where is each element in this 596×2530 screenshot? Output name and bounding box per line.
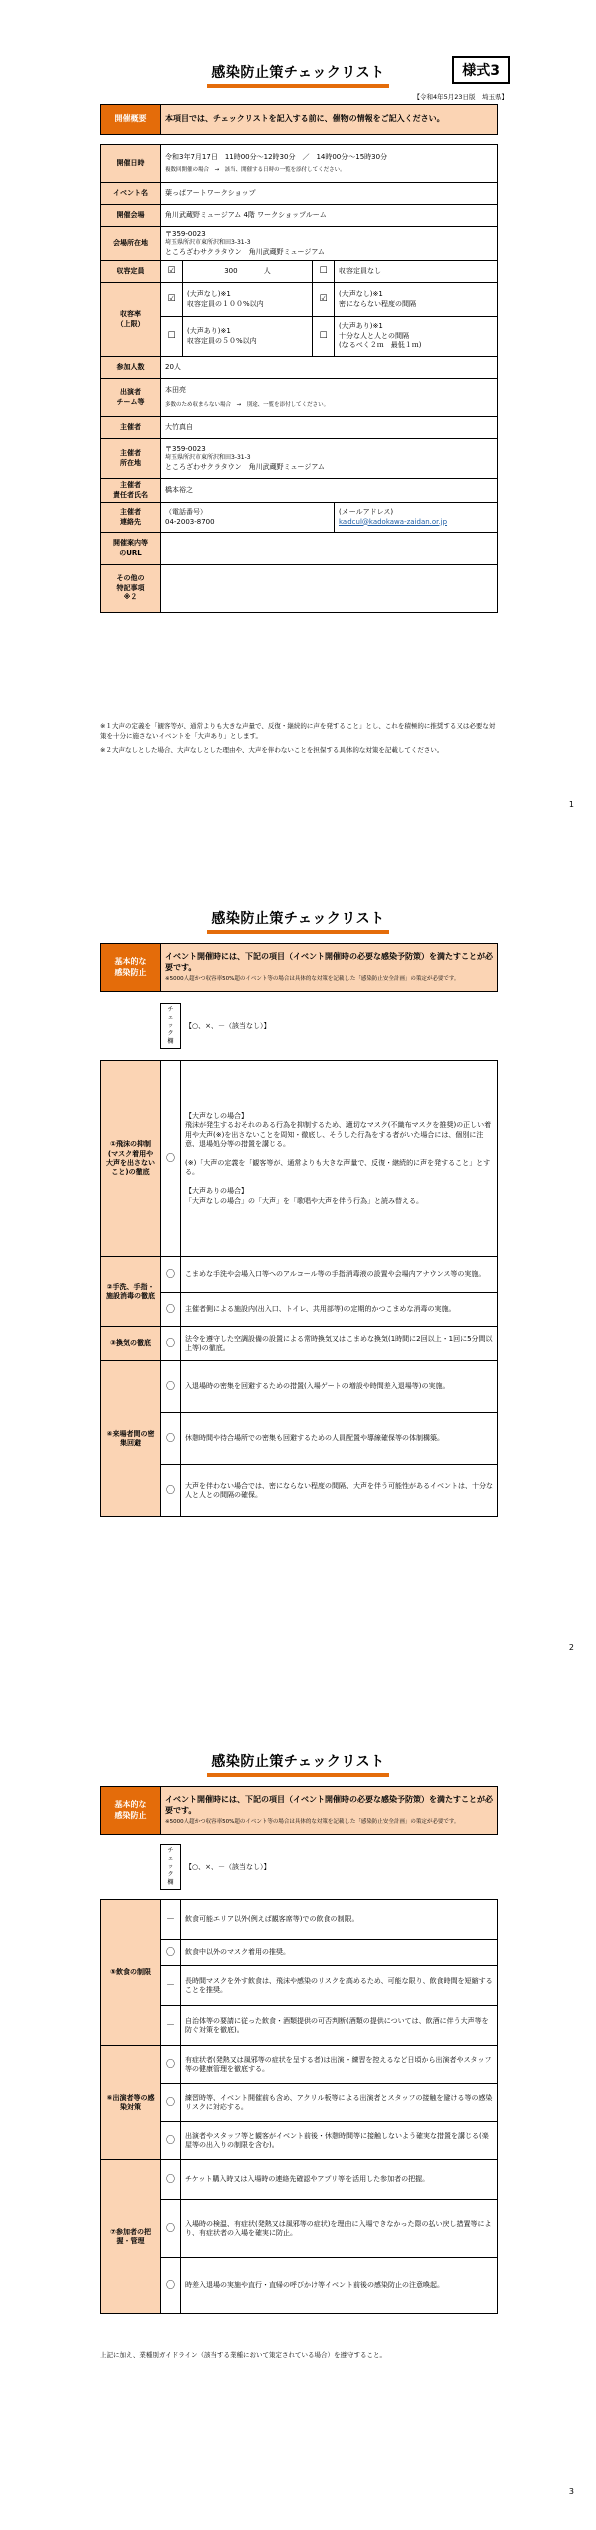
form-number-badge: 様式3 xyxy=(452,56,510,84)
checklist-table-b xyxy=(100,1786,498,2314)
page-title: 感染防止策チェックリスト xyxy=(207,908,388,934)
cat3-label: ③換気の徹底 xyxy=(101,1327,161,1361)
cat5-text-4: 自治体等の要請に従った飲食・酒類提供の可否判断(酒類の提供については、飲酒に伴う大声等を防ぐ対策を徹底)。 xyxy=(181,2006,498,2046)
organizer-label: 主催者 xyxy=(101,417,161,439)
date-note: 複数回開催の場合 → 該当、開催する日時の一覧を添付してください。 xyxy=(165,167,346,173)
page-title: 感染防止策チェックリスト xyxy=(207,62,388,88)
capacity-none-checkbox[interactable]: ☐ xyxy=(313,261,335,283)
cat2-check-2[interactable]: 〇 xyxy=(161,1293,181,1327)
cat6-text-2: 練習時等、イベント開催前も含め、アクリル板等による出演者とスタッフの接触を避ける等の感染リスクに対応する。 xyxy=(181,2084,498,2122)
basic-prevention-text: イベント開催時には、下記の項目（イベント開催時の必要な感染予防策）を満たすことが必要です。 xyxy=(165,951,493,972)
cat7-text-3: 時差入退場の実施や直行・直帰の呼びかけ等イベント前後の感染防止の注意喚起。 xyxy=(181,2258,498,2314)
cat5-check-4[interactable]: － xyxy=(161,2006,181,2046)
check-legend: 【○、×、－（該当なし）】 xyxy=(185,1021,271,1030)
page-2 xyxy=(0,843,596,1686)
check-column-label: チェック欄 xyxy=(161,1004,181,1049)
cat5-check-3[interactable]: － xyxy=(161,1966,181,2006)
rate-b-text: (大声なし)※1 密にならない程度の間隔 xyxy=(335,283,498,317)
performer-note: 多数のため収まらない場合 → 別途、一覧を添付してください。 xyxy=(165,401,330,408)
cat7-text-2: 入場時の検温、有症状(発熱又は風邪等の症状)を理由に入場できなかった際の払い戻し措置等により、有症状者の入場を確実に防止。 xyxy=(181,2200,498,2258)
cat2-label: ②手洗、手指・施設消毒の徹底 xyxy=(101,1257,161,1327)
cat2-check-1[interactable]: 〇 xyxy=(161,1257,181,1293)
page-number: 3 xyxy=(568,2487,574,2496)
special-value xyxy=(161,565,498,613)
basic-prevention-label: 基本的な 感染防止 xyxy=(101,944,161,992)
page-title: 感染防止策チェックリスト xyxy=(207,1751,388,1777)
rate-d-checkbox[interactable]: ☐ xyxy=(313,317,335,357)
version-date: 【令和4年5月23日版 埼玉県】 xyxy=(413,93,508,101)
page-1 xyxy=(0,0,596,843)
rate-a-checkbox[interactable]: ☑ xyxy=(161,283,183,317)
date-label: 開催日時 xyxy=(101,145,161,183)
rate-c-text: (大声あり)※1 収容定員の５０%以内 xyxy=(183,317,313,357)
event-value: 葉っぱアートワークショップ xyxy=(161,183,498,205)
performer-label: 出演者 チーム等 xyxy=(101,379,161,417)
cat5-check-1[interactable]: － xyxy=(161,1900,181,1940)
cat6-text-3: 出演者やスタッフ等と観客がイベント前後・休憩時間等に接触しないよう確実な措置を講じる(楽屋等の出入りの制限を含む)。 xyxy=(181,2122,498,2160)
org-address-line1: 埼玉県所沢市東所沢和田3-31-3 xyxy=(165,454,251,462)
cat7-check-1[interactable]: 〇 xyxy=(161,2160,181,2200)
cat6-check-1[interactable]: 〇 xyxy=(161,2046,181,2084)
capacity-value: 300 xyxy=(224,266,238,275)
basic-prevention-note: ※5000人超かつ収容率50%超のイベント等の場合は具体的な対策を記載した「感染防止安全計画」の策定が必要です。 xyxy=(165,975,460,982)
performer-value: 本田亮 xyxy=(165,386,186,395)
venue-value: 角川武蔵野ミュージアム 4階 ワークショップルーム xyxy=(161,205,498,227)
cat1-check[interactable]: 〇 xyxy=(161,1061,181,1257)
cat7-text-1: チケット購入時又は入場時の連絡先確認やアプリ等を活用した参加者の把握。 xyxy=(181,2160,498,2200)
cat3-text: 法令を遵守した空調設備の設置による常時換気又はこまめな換気(1時間に2回以上・1回に5分間以上等)の徹底。 xyxy=(181,1327,498,1361)
participants-value: 20人 xyxy=(161,357,498,379)
cat5-label: ⑤飲食の制限 xyxy=(101,1900,161,2046)
cat4-label: ④来場者間の密集回避 xyxy=(101,1361,161,1517)
rate-c-checkbox[interactable]: ☐ xyxy=(161,317,183,357)
check-column-label: チェック欄 xyxy=(161,1845,181,1890)
cat4-check-1[interactable]: 〇 xyxy=(161,1361,181,1413)
cat1-text: 【大声なしの場合】 飛沫が発生するおそれのある行為を抑制するため、適切なマスク(不織布マスクを推奨)の正しい着用や大声(※)を出さないことを周知・徹底し、そうした行為をする者がいた場合には、個別に注意、退場処分等の措置を講じる。 (※)「大声の定義を「観客等が、通常よりも大きな声量で、反復・継続的に声を発すること」とする。 【大声ありの場合】 「大声なしの場合」の「大声」を「歌唱や大声を伴う行為」と読み替える。 xyxy=(181,1061,498,1257)
org-address-line2: ところざわサクラタウン 角川武蔵野ミュージアム xyxy=(165,462,325,471)
responsible-value: 橋本裕之 xyxy=(161,479,498,503)
special-label: その他の 特記事項 ※２ xyxy=(101,565,161,613)
cat2-text-2: 主催者側による施設内(出入口、トイレ、共用部等)の定期的かつこまめな消毒の実施。 xyxy=(181,1293,498,1327)
cat7-label: ⑦参加者の把握・管理 xyxy=(101,2160,161,2314)
page-number: 1 xyxy=(568,800,574,809)
cat6-label: ⑥出演者等の感染対策 xyxy=(101,2046,161,2160)
guideline-footer: 上記に加え、業種別ガイドライン（該当する業種において策定されている場合）を遵守すること。 xyxy=(100,2351,386,2359)
cat6-check-2[interactable]: 〇 xyxy=(161,2084,181,2122)
url-label: 開催案内等 のURL xyxy=(101,533,161,565)
capacity-label: 収容定員 xyxy=(101,261,161,283)
footnote-2: ※２大声なしとした場合、大声なしとした理由や、大声を伴わないことを担保する具体的な対策を記載してください。 xyxy=(100,746,444,754)
basic-prevention-text: イベント開催時には、下記の項目（イベント開催時の必要な感染予防策）を満たすことが必要です。 xyxy=(165,1794,493,1815)
org-address-label: 主催者 所在地 xyxy=(101,439,161,479)
cat4-text-1: 入退場時の密集を回避するための措置(入場ゲートの増設や時間差入退場等)の実施。 xyxy=(181,1361,498,1413)
cat4-text-2: 休憩時間や待合場所での密集も回避するための人員配置や導線確保等の体制構築。 xyxy=(181,1413,498,1465)
mail-label: (メールアドレス) xyxy=(339,508,394,517)
basic-prevention-label: 基本的な 感染防止 xyxy=(101,1787,161,1835)
cat2-text-1: こまめな手洗や会場入口等へのアルコール等の手指消毒液の設置や会場内アナウンス等の実施。 xyxy=(181,1257,498,1293)
mail-link[interactable]: kadcul@kadokawa-zaidan.or.jp xyxy=(339,517,448,526)
rate-sublabel: （上限） xyxy=(116,319,145,328)
cat1-label: ①飛沫の抑制(マスク着用や大声を出さないこと)の徹底 xyxy=(101,1061,161,1257)
cat4-check-3[interactable]: 〇 xyxy=(161,1465,181,1517)
address-label: 会場所在地 xyxy=(101,227,161,261)
address-postal: 〒359-0023 xyxy=(165,230,206,239)
overview-text: 本項目では、チェックリストを記入する前に、催物の情報をご記入ください。 xyxy=(161,105,498,135)
capacity-checkbox[interactable]: ☑ xyxy=(161,261,183,283)
cat5-text-3: 長時間マスクを外す飲食は、飛沫や感染のリスクを高めるため、可能な限り、飲食時間を短縮することを推奨。 xyxy=(181,1966,498,2006)
event-label: イベント名 xyxy=(101,183,161,205)
cat5-text-2: 飲食中以外のマスク着用の推奨。 xyxy=(181,1940,498,1966)
address-line2: ところざわサクラタウン 角川武蔵野ミュージアム xyxy=(165,247,325,256)
phone-value: 04-2003-8700 xyxy=(165,517,215,526)
phone-label: （電話番号） xyxy=(165,508,207,517)
cat7-check-3[interactable]: 〇 xyxy=(161,2258,181,2314)
capacity-unit: 人 xyxy=(263,266,271,275)
cat7-check-2[interactable]: 〇 xyxy=(161,2200,181,2258)
cat5-check-2[interactable]: 〇 xyxy=(161,1940,181,1966)
checklist-table-a xyxy=(100,943,498,1517)
page-number: 2 xyxy=(568,1643,574,1652)
cat6-text-1: 有症状者(発熱又は風邪等の症状を呈する者)は出演・練習を控えるなど日頃から出演者やスタッフ等の健康管理を徹底する。 xyxy=(181,2046,498,2084)
rate-b-checkbox[interactable]: ☑ xyxy=(313,283,335,317)
cat4-text-3: 大声を伴わない場合では、密にならない程度の間隔、大声を伴う可能性があるイベントは、十分な人と人との間隔の確保。 xyxy=(181,1465,498,1517)
basic-prevention-note: ※5000人超かつ収容率50%超のイベント等の場合は具体的な対策を記載した「感染防止安全計画」の策定が必要です。 xyxy=(165,1818,460,1825)
address-line1: 埼玉県所沢市東所沢和田3-31-3 xyxy=(165,239,251,247)
rate-a-text: (大声なし)※1 収容定員の１００%以内 xyxy=(183,283,313,317)
org-address-postal: 〒359-0023 xyxy=(165,445,206,454)
overview-table xyxy=(100,104,498,613)
cat4-check-2[interactable]: 〇 xyxy=(161,1413,181,1465)
footnote-1: ※１大声の定義を「観客等が、通常よりも大きな声量で、反復・継続的に声を発すること」とし、これを積極的に推奨する又は必要な対策を十分に施さないイベントを「大声あり」とします。 xyxy=(100,722,496,740)
cat3-check[interactable]: 〇 xyxy=(161,1327,181,1361)
cat6-check-3[interactable]: 〇 xyxy=(161,2122,181,2160)
capacity-none-label: 収容定員なし xyxy=(335,261,498,283)
rate-d-text: (大声あり)※1 十分な人と人との間隔 (なるべく２ｍ 最低１ｍ) xyxy=(335,317,498,357)
venue-label: 開催会場 xyxy=(101,205,161,227)
cat5-text-1: 飲食可能エリア以外(例えば観客席等)での飲食の制限。 xyxy=(181,1900,498,1940)
rate-label: 収容率 xyxy=(120,310,141,319)
responsible-label: 主催者 責任者氏名 xyxy=(101,479,161,503)
url-value xyxy=(161,533,498,565)
check-legend: 【○、×、－（該当なし）】 xyxy=(185,1862,271,1871)
date-value: 令和3年7月17日 11時00分～12時30分 ／ 14時00分～15時30分 xyxy=(165,152,388,161)
organizer-value: 大竹真自 xyxy=(161,417,498,439)
overview-label: 開催概要 xyxy=(101,105,161,135)
participants-label: 参加人数 xyxy=(101,357,161,379)
contact-label: 主催者 連絡先 xyxy=(101,503,161,533)
page-3 xyxy=(0,1686,596,2530)
